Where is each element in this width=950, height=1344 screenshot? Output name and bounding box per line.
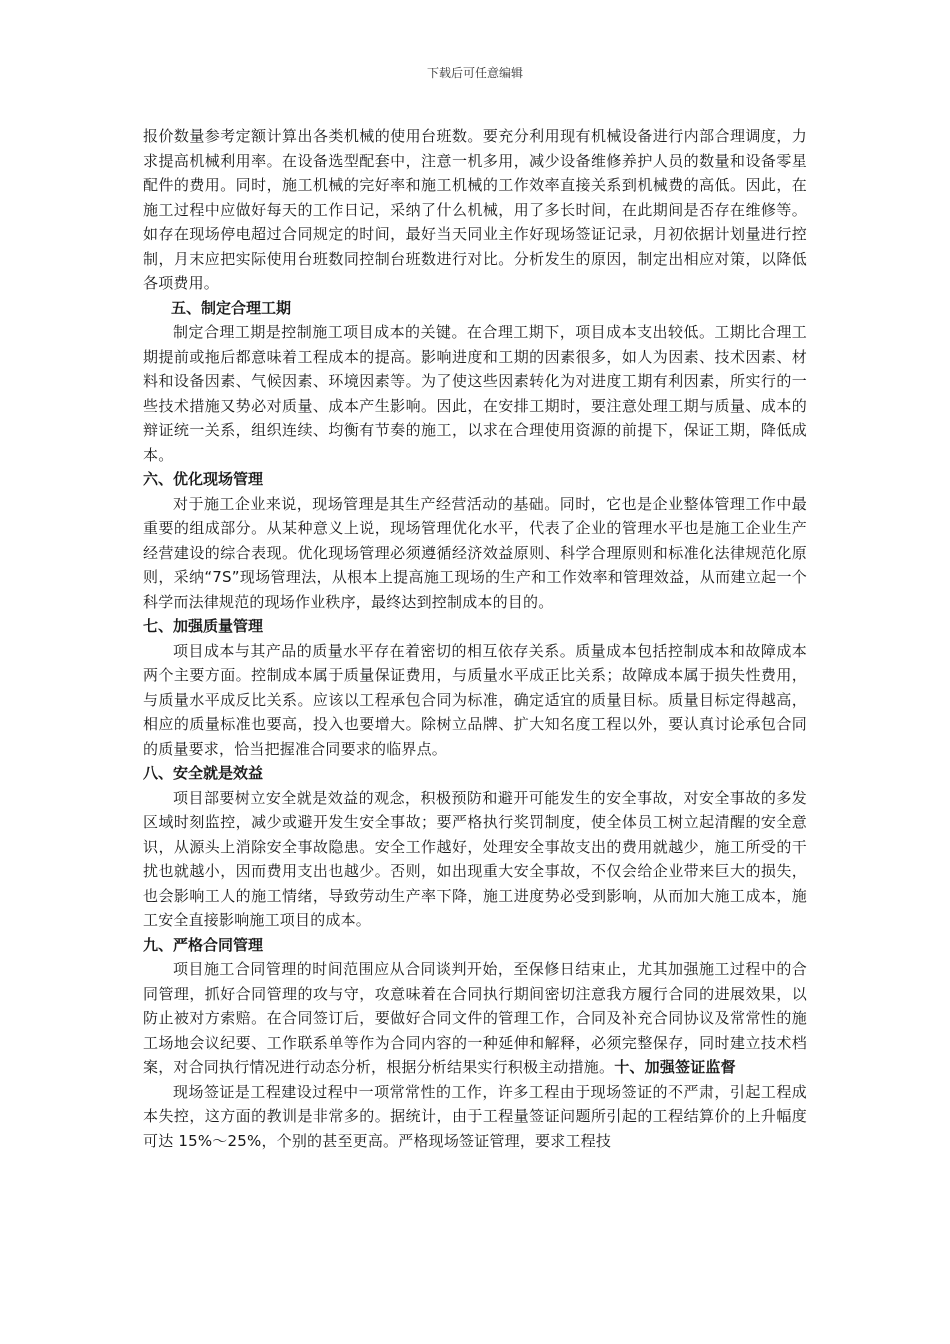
- section-heading-7: 七、加强质量管理: [143, 617, 264, 635]
- intro-paragraph: 报价数量参考定额计算出各类机械的使用台班数。要充分利用现有机械设备进行内部合理调度，力求提高机械利用率。在设备选型配套中，注意一机多用，减少设备维修养护人员的数量和设备零星配件的费用。同时，施工机械的完好率和施工机械的工作效率直接关系到机械费的高低。因此，在施工过程中应做好每天的工作日记，采纳了什么机械，用了多长时间，在此期间是否存在维修等。如存在现场停电超过合同规定的时间，最好当天同业主作好现场签证记录，月初依据计划量进行控制，月末应把实际使用台班数同控制台班数进行对比。分析发生的原因，制定出相应对策，以降低各项费用。: [143, 127, 807, 292]
- section-body-9-text: 项目施工合同管理的时间范围应从合同谈判开始，至保修日结束止，尤其加强施工过程中的合同管理，抓好合同管理的攻与守，攻意味着在合同执行期间密切注意我方履行合同的进展效果，以防止被对方索赔。在合同签订后，要做好合同文件的管理工作，合同及补充合同协议及常常性的施工场地会议纪要、工作联系单等作为合同内容的一种延伸和解释，必须完整保存，同时建立技术档案，对合同执行情况进行动态分析，根据分析结果实行积极主动措施。: [143, 960, 807, 1076]
- page-header: 下载后可任意编辑: [426, 66, 523, 80]
- section-body-7: 项目成本与其产品的质量水平存在着密切的相互依存关系。质量成本包括控制成本和故障成本两个主要方面。控制成本属于质量保证费用，与质量水平成正比关系；故障成本属于损失性费用，与质量水平成反比关系。应该以工程承包合同为标准，确定适宜的质量目标。质量目标定得越高，相应的质量标准也要高，投入也要增大。除树立品牌、扩大知名度工程以外，要认真讨论承包合同的质量要求，恰当把握准合同要求的临界点。: [143, 641, 807, 758]
- section-heading-9: 九、严格合同管理: [143, 935, 264, 954]
- section-body-8: 项目部要树立安全就是效益的观念，积极预防和避开可能发生的安全事故，对安全事故的多发区域时刻监控，减少或避开发生安全事故；要严格执行奖罚制度，使全体员工树立起清醒的安全意识，从源头上消除安全事故隐患。安全工作越好，处理安全事故支出的费用就越少，施工所受的干扰也就越小，因而费用支出也越少。否则，如出现重大安全事故，不仅会给企业带来巨大的损失，也会影响工人的施工情绪，导致劳动生产率下降，施工进度势必受到影响，从而加大施工成本，施工安全直接影响施工项目的成本。: [143, 788, 807, 929]
- section-body-6: 对于施工企业来说，现场管理是其生产经营活动的基础。同时，它也是企业整体管理工作中最重要的组成部分。从某种意义上说，现场管理优化水平，代表了企业的管理水平也是施工企业生产经营建设的综合表现。优化现场管理必须遵循经济效益原则、科学合理原则和标准化法律规范化原则，采纳“7S”现场管理法，从根本上提高施工现场的生产和工作效率和管理效益，从而建立起一个科学而法律规范的现场作业秩序，最终达到控制成本的目的。: [143, 494, 807, 611]
- document-body: [143, 124, 807, 1153]
- section-heading-6: 六、优化现场管理: [143, 470, 264, 488]
- section-body-5: 制定合理工期是控制施工项目成本的关键。在合理工期下，项目成本支出较低。工期比合理工期提前或拖后都意味着工程成本的提高。影响进度和工期的因素很多，如人为因素、技术因素、材料和设备因素、气候因素、环境因素等。为了使这些因素转化为对进度工期有利因素，所实行的一些技术措施又势必对质量、成本产生影响。因此，在安排工期时，要注意处理工期与质量、成本的辩证统一关系，组织连续、均衡有节奏的施工，以求在合理使用资源的前提下，保证工期，降低成本。: [143, 323, 807, 464]
- section-heading-10: 十、加强签证监督: [614, 1058, 736, 1076]
- section-body-10: 现场签证是工程建设过程中一项常常性的工作，许多工程由于现场签证的不严肃，引起工程成本失控，这方面的教训是非常多的。据统计，由于工程量签证问题所引起的工程结算价的上升幅度可达 15%～25%，个别的甚至更高。严格现场签证管理，要求工程技: [143, 1082, 807, 1150]
- section-heading-8: 八、安全就是效益: [143, 764, 264, 782]
- section-body-9: [143, 957, 807, 1080]
- section-heading-5: 五、制定合理工期: [171, 298, 292, 317]
